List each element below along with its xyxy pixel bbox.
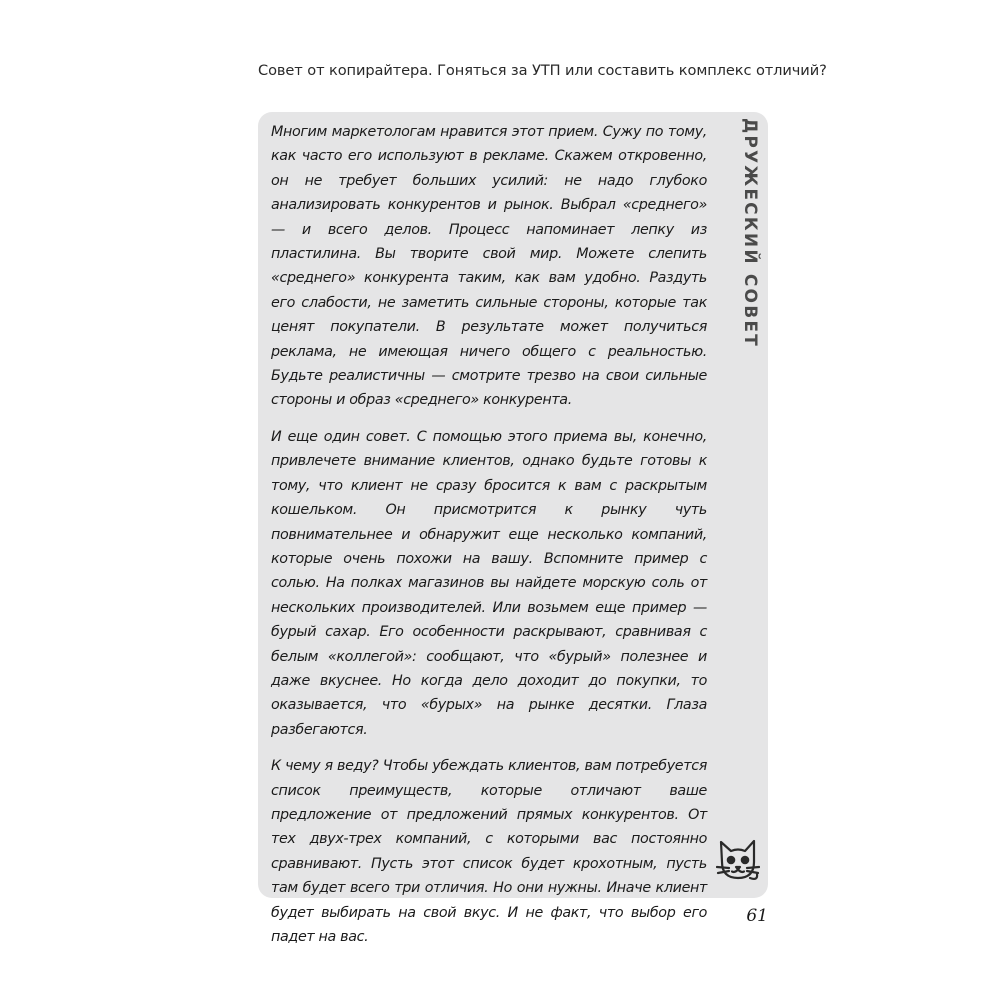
running-header: Совет от копирайтера. Гоняться за УТП или составить комплекс отличий? (258, 62, 827, 79)
tip-paragraph-1: Многим маркетологам нравится этот прием. Сужу по тому, как часто его используют в рекламе. Скажем откровенно, он не требует больших усилий: не надо глубоко анализировать конкурентов и рынок. Выбрал «среднего» — и всего делов. Процесс напоминает лепку из пластилина. Вы творите свой мир. Можете слепить «среднего» конкурента таким, как вам удобно. Раздуть его слабости, не заметить сильные стороны, которые так ценят покупатели. В результате может получиться реклама, не имеющая ничего общего с реальностью. Будьте реалистичны — смотрите трезво на свои сильные стороны и образ «среднего» конкурента. (271, 124, 707, 409)
tip-paragraph-3: К чему я веду? Чтобы убеждать клиентов, вам потребуется список преимуществ, которые отличают ваше предложение от предложений прямых конкурентов. От тех двух-трех компаний, с которыми вас постоянно сравнивают. Пусть этот список будет крохотным, пусть там будет всего три отличия. Но они нужны. Иначе клиент будет выбирать на свой вкус. И не факт, что выбор его падет на вас. (271, 758, 707, 945)
tip-paragraph-2: И еще один совет. С помощью этого приема вы, конечно, привлечете внимание клиентов, однако будьте готовы к тому, что клиент не сразу бросится к вам с раскрытым кошельком. Он присмотрится к рынку чуть повнимательнее и обнаружит еще несколько компаний, которые очень похожи на вашу. Вспомните пример с солью. На полках магазинов вы найдете морскую соль от нескольких производителей. Или возьмем еще пример — бурый сахар. Его особенности раскрывают, сравнивая с белым «коллегой»: сообщают, что «бурый» полезнее и даже вкуснее. Но когда дело доходит до покупки, то оказывается, что «бурых» на рынке десятки. Глаза разбегаются. (271, 428, 707, 738)
tip-title: ДРУЖЕСКИЙ СОВЕТ (740, 118, 760, 348)
cat-icon (716, 834, 760, 884)
tip-body (271, 120, 707, 961)
page-number: 61 (746, 906, 768, 926)
